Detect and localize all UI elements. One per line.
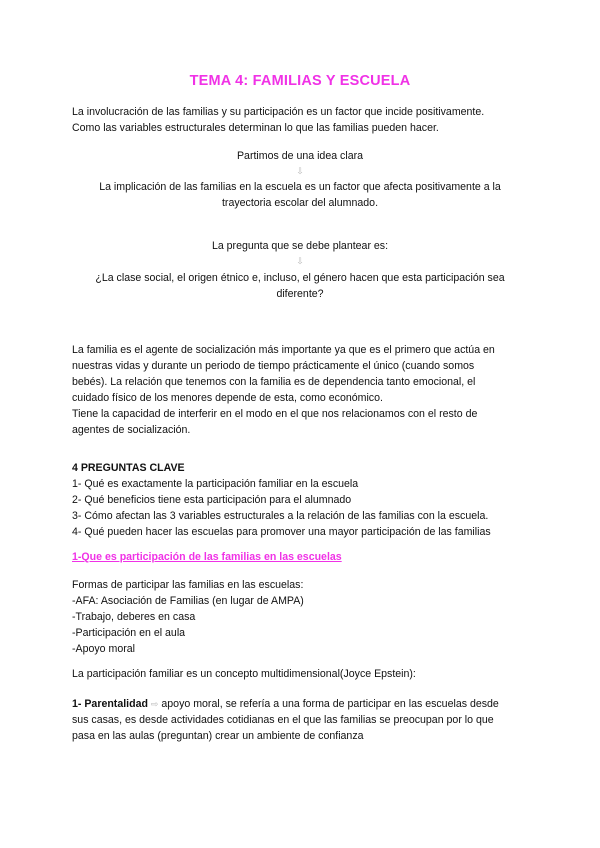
key-question-item: 2- Qué beneficios tiene esta participación para el alumnado <box>72 494 352 506</box>
idea-block <box>60 148 540 164</box>
forms-intro: Formas de participar las familias en las escuelas: <box>72 579 304 591</box>
forms-item: -Apoyo moral <box>72 643 135 655</box>
parentalidad-text: apoyo moral, se refería a una forma de participar en las escuelas desde <box>158 698 499 710</box>
question-lead <box>60 238 540 254</box>
document-title: TEMA 4: FAMILIAS Y ESCUELA <box>189 73 411 89</box>
forms-item: -AFA: Asociación de Familias (en lugar de AMPA) <box>72 595 304 607</box>
question-statement-line: diferente? <box>276 288 324 300</box>
parentalidad-paragraph <box>72 696 532 744</box>
parentalidad-label: 1- Parentalidad <box>72 698 148 710</box>
parentalidad-line: pasa en las aulas (preguntan) crear un ambiente de confianza <box>72 730 364 742</box>
family-line: Tiene la capacidad de interferir en el modo en el que nos relacionamos con el resto de <box>72 408 478 420</box>
right-arrow-icon: ⇨ <box>150 699 159 709</box>
family-line: cuidado físico de los menores depende de esta, como económico. <box>72 392 383 404</box>
idea-statement-line: La implicación de las familias en la escuela es un factor que afecta positivamente a la <box>99 181 501 193</box>
down-arrow-icon: ⇩ <box>296 256 304 266</box>
family-line: agentes de socialización. <box>72 424 191 436</box>
family-line: bebés). La relación que tenemos con la familia es de dependencia tanto emocional, el <box>72 376 476 388</box>
forms-item: -Trabajo, deberes en casa <box>72 611 196 623</box>
idea-lead: Partimos de una idea clara <box>236 150 364 162</box>
forms-item: -Participación en el aula <box>72 627 186 639</box>
question-statement-line: ¿La clase social, el origen étnico e, incluso, el género hacen que esta participación sea <box>95 272 505 284</box>
concept-paragraph <box>72 666 532 682</box>
parentalidad-line: sus casas, es desde actividades cotidianas en el que las familias se preocupan por lo que <box>72 714 494 726</box>
section1-heading: 1-Que es participación de las familias en las escuelas <box>72 551 342 563</box>
question-statement <box>60 270 540 302</box>
question-lead-text: La pregunta que se debe plantear es: <box>211 240 389 252</box>
family-line: La familia es el agente de socialización más importante ya que es el primero que actúa en <box>72 344 495 356</box>
idea-statement-line: trayectoria escolar del alumnado. <box>221 197 379 209</box>
key-question-item: 1- Qué es exactamente la participación familiar en la escuela <box>72 478 359 490</box>
down-arrow-icon: ⇩ <box>296 166 304 176</box>
intro-line: Como las variables estructurales determinan lo que las familias pueden hacer. <box>72 122 439 134</box>
key-question-item: 3- Cómo afectan las 3 variables estructurales a la relación de las familias con la escuela. <box>72 510 489 522</box>
family-paragraph <box>72 342 532 438</box>
family-line: nuestras vidas y durante un periodo de tiempo prácticamente el único (cuando somos <box>72 360 475 372</box>
section1-heading-block <box>72 549 532 565</box>
intro-paragraph <box>72 104 532 136</box>
forms-list <box>72 577 532 657</box>
concept-text: La participación familiar es un concepto multidimensional(Joyce Epstein): <box>72 668 416 680</box>
key-questions <box>72 460 532 540</box>
idea-statement <box>60 179 540 211</box>
intro-line: La involucración de las familias y su participación es un factor que incide positivamente. <box>72 106 485 118</box>
key-questions-heading: 4 PREGUNTAS CLAVE <box>72 462 185 474</box>
key-question-item: 4- Qué pueden hacer las escuelas para promover una mayor participación de las familias <box>72 526 491 538</box>
